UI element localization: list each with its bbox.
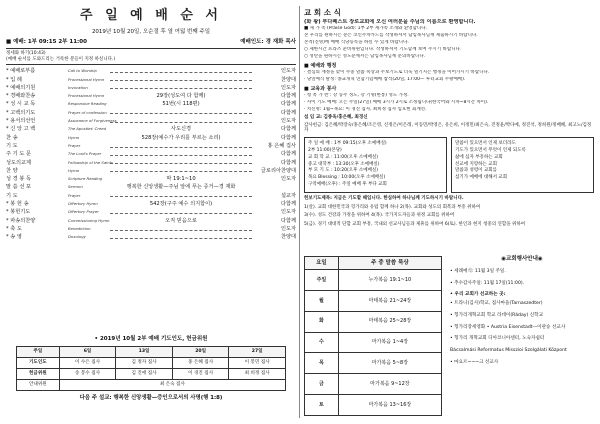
volunteer-row	[17, 357, 286, 368]
order-row	[6, 193, 296, 201]
service-date: 2019년 10월 20일, 오순절 후 열 여덟 번째 주일	[91, 29, 211, 36]
order-detail: 사도신경	[170, 126, 192, 133]
event-line: • 추수감사주일: 11월 17일(11:00).	[450, 280, 525, 286]
order-english: Responsive Reading	[68, 101, 107, 107]
order-by: 다함께	[280, 93, 296, 100]
event-line: • 세례예식: 11월 3일 주일.	[450, 268, 506, 274]
volunteer-row	[17, 379, 286, 390]
news-line: · 당일예식 탈성: 종교개혁 연합기념예배 참석(20일, 17:00— 루터교회 주왕예배).	[304, 77, 466, 83]
volunteer-cell: 송 봉수 집사	[59, 368, 116, 379]
news-line: ■ 새 가 족 (Praise God): 1부 2부 새가족 소개와 환영합니다.	[304, 26, 427, 32]
volunteer-header: 주일	[17, 346, 60, 357]
order-by: 글로리아찬양대	[260, 167, 296, 174]
mission-line: • 마요르~~~크 선교사	[450, 359, 499, 365]
volunteer-header: 13일	[116, 346, 173, 357]
news-line: · 결심의 재정을 맞이 주중 말씀 묵상과 주보기도로 더욱 열기지는 행정을 이어가시기 바랍니다.	[304, 70, 490, 76]
order-english: Processional Hymn	[68, 76, 105, 82]
order-label: * 파송의찬양	[6, 217, 36, 224]
reading-day: 목	[305, 353, 339, 374]
order-row	[6, 151, 296, 159]
order-english: Doxology	[68, 234, 86, 240]
vision-line: 삶에 십자 부흥하는 교회	[455, 154, 503, 160]
order-by: 홍 은혜 집사	[267, 142, 296, 149]
reading-row	[305, 270, 442, 291]
order-by: 찬양대	[280, 234, 296, 241]
order-label: * 성 시 교 독	[6, 101, 36, 108]
order-label: * 고백의기도	[6, 109, 36, 116]
worship-order-list	[6, 68, 296, 242]
order-dots	[110, 163, 252, 164]
schedule-line: 2부 11:00(본당)	[308, 147, 342, 153]
volunteer-header: 20일	[172, 346, 229, 357]
order-label: 주 기 도 문	[6, 151, 31, 158]
reading-day: 화	[305, 311, 339, 332]
order-english: Hymn	[68, 134, 80, 140]
volunteer-table	[16, 346, 286, 391]
order-by: 찬양대	[280, 76, 296, 83]
news-list-2	[304, 70, 594, 83]
order-label: * 입 례	[6, 76, 22, 83]
events-title: ◉교회행사안내◉	[501, 256, 543, 262]
order-row	[6, 101, 296, 109]
order-dots	[110, 196, 252, 197]
order-row	[6, 135, 296, 143]
church-news-title: 교 회 소 식	[304, 8, 341, 17]
left-panel	[6, 8, 296, 418]
order-dots	[110, 230, 252, 231]
order-label: 성도의교제	[6, 159, 32, 166]
volunteer-title: • 2019년 10월 2부 예배 기도인도, 헌금위원	[94, 336, 208, 342]
news-line: ○ 제한시간 프라즈 준비위원입니다. 작성하셔서 기도함께 보여 주시기 바랍니다.	[304, 47, 462, 53]
officers: 섬 임 교: 김종욱/홍은혜, 최경신	[304, 114, 368, 120]
volunteer-cell: 이 경진 집사	[172, 368, 229, 379]
volunteer-cell: 헌금위원	[17, 368, 60, 379]
vision-line: 선교에 지랑하는 교회	[455, 161, 497, 167]
volunteer-section	[6, 336, 296, 418]
mission-line: • 헝가리장세영화 • Austria Eisenstadt—이관승 선교사	[450, 324, 566, 330]
volunteer-header: 6일	[59, 346, 116, 357]
news-line: 본적(진명)에 예배 식당등록을 하실 수 있게 바랍니다.	[304, 40, 409, 46]
note: 정세화 하기(10:43)	[6, 51, 46, 56]
order-english: The Lord's Prayer	[68, 151, 102, 157]
volunteer-cell: 김 정자 집사	[116, 357, 173, 368]
order-label: * 봉헌기도	[6, 209, 31, 216]
order-english: Offertory Hymn	[68, 201, 98, 206]
reading-passage: 마태복음 21~24장	[338, 290, 441, 311]
news-head-2: ■ 예배와 행정	[304, 62, 337, 69]
order-by: 다함께	[280, 159, 296, 166]
order-row	[6, 168, 296, 176]
schedule-box	[304, 137, 447, 193]
vision-line: 말씀과 성령이 교회를	[455, 168, 497, 174]
news-line: · 사이 기도 예배: 오는 주일(27일) 예배 3시가 2시로 조정됩니다(한국어와 시차~8시간 차이).	[304, 100, 489, 106]
officers-2: 감사헌금: 김은혜/박장숙/홍은혜/조은영, 신정은/이은래, 이동민/박영은, 유은희, 이정민/최은숙, 진정윤/박다예, 정진석, 정희원/정배혜, 최고노/김정자	[304, 122, 592, 134]
order-dots	[110, 155, 252, 156]
reading-day: 금	[305, 374, 339, 395]
news-list-1	[304, 26, 594, 59]
order-english: Assurance of Forgiveness	[68, 118, 117, 124]
order-by: 인도자	[280, 209, 296, 216]
order-english: The Apostles' Creed	[68, 126, 106, 132]
schedule-line: 구역예배(오후) : 주일 예배 후 부다 교회	[308, 182, 387, 188]
mission-line: • 헝가리개혁교회 학교 라데이(Ráday) 신학교	[450, 312, 544, 318]
bottom-section	[304, 256, 594, 416]
volunteer-cell: 김 진애 집사	[116, 368, 173, 379]
divider	[6, 64, 296, 65]
order-english: Prayer of confession	[68, 109, 107, 115]
mission-title: • 우리 교회가 선교하는 곳:	[450, 292, 506, 298]
worship-time: ■ 예배: 1부 09:15 2부 11:00	[6, 39, 87, 46]
order-row	[6, 68, 296, 76]
volunteer-cell: 이 봉민 집사	[229, 357, 286, 368]
reading-day: 수	[305, 332, 339, 353]
volunteer-cell: 이 수은 집사	[59, 357, 116, 368]
order-dots	[110, 113, 252, 114]
order-detail: 행복한 신앙생활—주님 앞에 푸는 증거—경 재화	[126, 184, 236, 191]
mission-line: • 트라니(김사)학교, 집사마을(Tarnaszedter)	[450, 301, 543, 307]
order-english: Invocation	[68, 84, 88, 90]
order-english: Commissioning Hymn	[68, 217, 110, 223]
reading-day: 월	[305, 290, 339, 311]
order-by: 다함께	[280, 201, 296, 207]
news-line: ○ 성탄을 원하시는 성도분께서는 담임목사님께 문의바랍니다.	[304, 54, 426, 60]
order-label: * 예배로부름	[6, 68, 36, 75]
order-dots	[110, 213, 252, 214]
order-label: * 용서의선언	[6, 118, 36, 125]
vision-line: 기도가 있으면서 무엇이 언제 되도록	[455, 147, 526, 153]
order-row	[6, 218, 296, 226]
order-dots	[110, 147, 252, 148]
order-dots	[110, 122, 252, 123]
order-english: Offertory Prayer	[68, 209, 99, 215]
news-head-3: ■ 교육과 봉사	[304, 85, 337, 92]
order-label: 찬 송	[6, 134, 18, 141]
schedule-line: 부 모 기 도 : 10:20(오후 소예배실)	[308, 168, 379, 174]
vision-line: 섬기가 예배에 대해서 교회	[455, 175, 508, 181]
order-row	[6, 160, 296, 168]
order-by: 인도자	[280, 176, 296, 183]
order-dots	[110, 171, 252, 172]
prayer-topics-3: 3(수). 성도 건강과 가정을 위하여 4(목). 국가지도자들과 위정 교회를 위하여	[304, 213, 455, 219]
order-label: * 경배와찬송	[6, 93, 36, 100]
reading-passage: 마가복음 13~16장	[338, 395, 441, 416]
order-detail: 오직 믿음으로	[165, 217, 197, 224]
mission-line: • 헝가리 개혁교회 디아코니아센터, 노숙자쉼터	[450, 336, 545, 342]
volunteer-cell: 홍 은혜 집사	[172, 357, 229, 368]
reading-passage: 마가복음 1~4장	[338, 332, 441, 353]
order-row	[6, 126, 296, 134]
order-english: Prayer	[68, 192, 81, 198]
reading-row	[305, 353, 442, 374]
reading-row	[305, 311, 442, 332]
order-label: * 송 영	[6, 234, 22, 241]
volunteer-cell: 최 희정 집사	[229, 368, 286, 379]
order-english: Processional Hymn	[68, 93, 105, 99]
worship-time-row	[6, 39, 296, 46]
vision-line: 말씀이 있으면서 언제 보더라도	[455, 140, 516, 146]
order-detail: 528장(예수가 우리를 부르는 소리)	[141, 134, 221, 141]
reading-passage: 마가복음 9~12장	[338, 374, 441, 395]
order-by: 인도자	[280, 118, 296, 125]
worship-leader: 예배인도: 경 재화 목사	[240, 39, 296, 46]
reading-day: 주일	[305, 270, 339, 291]
order-dots	[110, 80, 252, 81]
order-by: 다함께	[280, 134, 296, 141]
center-divider	[299, 6, 300, 418]
order-by: 다함께	[280, 217, 296, 224]
order-row	[6, 201, 296, 209]
reading-passage: 마태복음 25~28장	[338, 311, 441, 332]
order-english: Benediction	[68, 225, 91, 231]
order-english: Sermon	[68, 184, 83, 190]
order-dots	[110, 72, 252, 73]
right-panel	[304, 8, 594, 418]
schedule-line: 중고 대학부 : 13:30(오후 소예배실)	[308, 161, 380, 167]
order-english: Hymn	[68, 167, 80, 173]
worship-order-title: 주 일 예 배 순 서	[80, 8, 222, 23]
reading-passage: 누가복음 19:1~10	[338, 270, 441, 291]
order-by: 인도자	[280, 225, 296, 232]
order-label: 성 경 봉 독	[6, 176, 31, 183]
news-list-3	[304, 93, 594, 112]
reading-day: 토	[305, 395, 339, 416]
reading-table	[304, 256, 442, 416]
volunteer-row	[17, 368, 286, 379]
divider	[6, 48, 296, 49]
reading-row	[305, 290, 442, 311]
news-line: 본 우리를 원하시는 분은 코인주차카드를 작성하셔서 담임목사님께 제출하시기 바랍니다.	[304, 33, 478, 39]
order-dots	[110, 238, 252, 239]
order-by: 설교자	[280, 192, 296, 199]
order-label: 기 도	[6, 142, 18, 149]
order-english: Scripture Reading	[68, 176, 103, 182]
order-detail: 막 19:1~10	[166, 176, 196, 183]
order-english: Prayer	[68, 142, 81, 148]
order-by: 다함께	[280, 151, 296, 158]
order-dots	[110, 88, 252, 89]
reading-passage: 마가복음 5~8장	[338, 353, 441, 374]
mission-line: Bácsalmási Reformatus Misszioi Szolgálati Központ	[450, 348, 567, 354]
order-label: * 예배의기원	[6, 84, 36, 91]
order-label: 기 도	[6, 192, 18, 199]
order-english: Call to Worship	[68, 68, 97, 74]
order-row	[6, 184, 296, 192]
church-news-header	[304, 8, 594, 17]
events-panel	[450, 256, 594, 416]
volunteer-cell: 안내위원	[17, 379, 60, 390]
order-by: 다함께	[280, 109, 296, 116]
order-row	[6, 110, 296, 118]
reading-header: 주 중 말씀 묵상	[338, 257, 441, 270]
order-english: Fellowship of the Saints	[68, 159, 114, 165]
reading-row	[305, 374, 442, 395]
order-row	[6, 93, 296, 101]
next-sermon: 다음 주 설교: 행복한 신앙생활—증인으로서의 사명(행 1:8)	[79, 394, 223, 401]
schedule-and-vision	[304, 137, 594, 193]
vision-box	[451, 137, 594, 193]
welcome-line: (화 왕) 부다페스트 장로교회에 오신 여러분을 주님의 이름으로 환영합니다.	[304, 18, 476, 25]
order-row	[6, 226, 296, 234]
schedule-line: 목요 Blessing : 10:00(오후 소예배실)	[308, 175, 386, 181]
order-label: 찬 양	[6, 167, 18, 174]
order-by: 다함께	[280, 126, 296, 133]
order-row	[6, 77, 296, 85]
prayer-topics: 헌보기도제목: 지금은 기도할 때입니다. 한심하여 하나님께 기도하시기 바랍니다.	[304, 196, 464, 202]
reading-header: 요일	[305, 257, 339, 270]
order-label: * 축 도	[6, 225, 22, 232]
schedule-line: 교 회 학 교 : 11:00(오후 소예배실)	[308, 154, 379, 160]
order-detail: 29장(성도여 다 함께)	[156, 93, 206, 100]
order-row	[6, 209, 296, 217]
note-2: (예배 순서를 도와드리는 거룩한 분들이 지정 하실니다.)	[6, 56, 116, 62]
order-row	[6, 85, 296, 93]
schedule-line: 주 일 예 배 : 1부 09:15(오후 소예배실)	[308, 140, 387, 146]
prayer-topics-2: 1(살). 교회 대한민국과 헝가리와 유럽 함께 하나 2(목). 교회와 성도의 회복과 부흥 위하여	[304, 204, 481, 210]
order-by: 다함께	[280, 101, 296, 108]
order-detail: 542장(구주 예수 의지함이)	[149, 201, 213, 207]
order-row	[6, 234, 296, 242]
volunteer-header: 27일	[229, 346, 286, 357]
news-line: · 청 옥 가 반 : 강 동주 성도, 강 기명(한통) 성도 가정.	[304, 93, 409, 99]
reading-row	[305, 395, 442, 416]
order-by: 인도자	[280, 84, 296, 91]
reading-row	[305, 332, 442, 353]
volunteer-cell: 최 은숙 집사	[59, 379, 285, 390]
order-detail: 51번(시 118편)	[162, 101, 200, 108]
order-row	[6, 143, 296, 151]
prayer-topics-4: 5(금). 경기 대대적 단합 교회 부흥, 국내외 선교사님들과 제휴를 위하여 6(토). 한인과 현지 청중의 연합을 위하여	[304, 222, 526, 228]
order-label: 말 씀 선 포	[6, 184, 31, 191]
volunteer-cell: 기도인도	[17, 357, 60, 368]
order-label: * 신 앙 고 백	[6, 126, 36, 133]
order-row	[6, 118, 296, 126]
order-label: * 봉 헌 송	[6, 201, 29, 207]
news-line: · 치신명: 1월~목요: 이 경진 집사, 최희정 집사 임호현 회계선.	[304, 107, 427, 113]
order-by: 인도자	[280, 68, 296, 75]
